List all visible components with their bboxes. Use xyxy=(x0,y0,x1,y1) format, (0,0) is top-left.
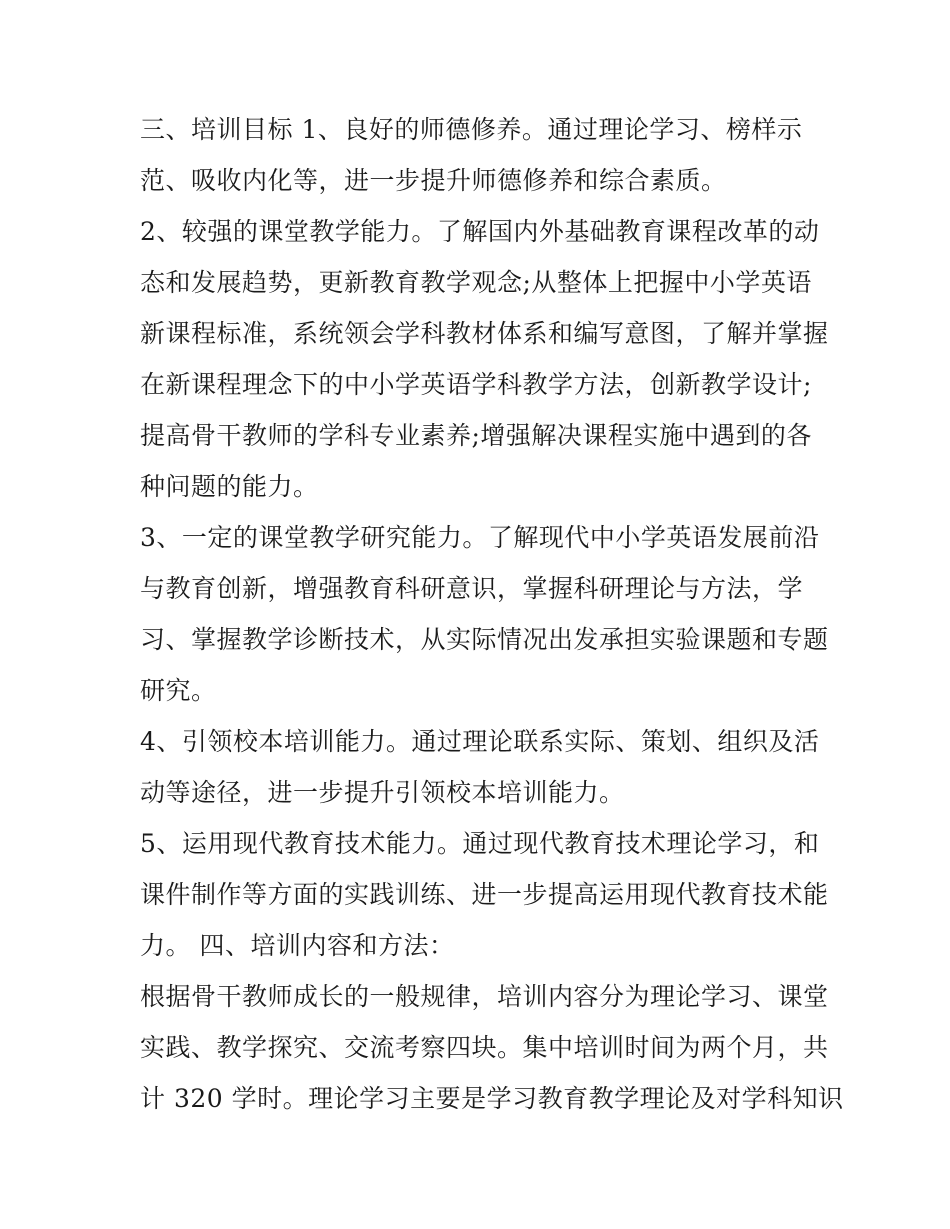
text-line-6: 在新课程理念下的中小学英语学科教学方法，创新教学设计; xyxy=(140,370,812,399)
text-line-15: 5、运用现代教育技术能力。通过现代教育技术理论学习，和 xyxy=(140,829,820,858)
text-line-11: 习、掌握教学诊断技术，从实际情况出发承担实验课题和专题 xyxy=(140,625,829,654)
text-line-2: 范、吸收内化等，进一步提升师德修养和综合素质。 xyxy=(140,166,727,195)
text-line-12: 研究。 xyxy=(140,676,217,705)
text-line-19: 实践、教学探究、交流考察四块。集中培训时间为两个月，共 xyxy=(140,1033,829,1062)
text-line-18: 根据骨干教师成长的一般规律，培训内容分为理论学习、课堂 xyxy=(140,982,829,1011)
text-line-10: 与教育创新，增强教育科研意识，掌握科研理论与方法，学 xyxy=(140,574,804,603)
text-line-14: 动等途径，进一步提升引领校本培训能力。 xyxy=(140,778,625,807)
text-line-13: 4、引领校本培训能力。通过理论联系实际、策划、组织及活 xyxy=(140,727,820,756)
text-line-20: 计 320 学时。理论学习主要是学习教育教学理论及对学科知识 xyxy=(140,1084,844,1113)
text-line-8: 种问题的能力。 xyxy=(140,472,319,501)
text-line-16: 课件制作等方面的实践训练、进一步提高运用现代教育技术能 xyxy=(140,880,829,909)
text-line-3: 2、较强的课堂教学能力。了解国内外基础教育课程改革的动 xyxy=(140,217,820,246)
text-line-1: 三、培训目标 1、良好的师德修养。通过理论学习、榜样示 xyxy=(140,115,803,144)
document-body xyxy=(140,104,844,1124)
text-line-9: 3、一定的课堂教学研究能力。了解现代中小学英语发展前沿 xyxy=(140,523,820,552)
text-line-5: 新课程标准，系统领会学科教材体系和编写意图，了解并掌握 xyxy=(140,319,829,348)
text-line-17: 力。 四、培训内容和方法： xyxy=(140,931,455,960)
text-line-7: 提高骨干教师的学科专业素养;增强解决课程实施中遇到的各 xyxy=(140,421,812,450)
text-line-4: 态和发展趋势，更新教育教学观念;从整体上把握中小学英语 xyxy=(140,268,812,297)
